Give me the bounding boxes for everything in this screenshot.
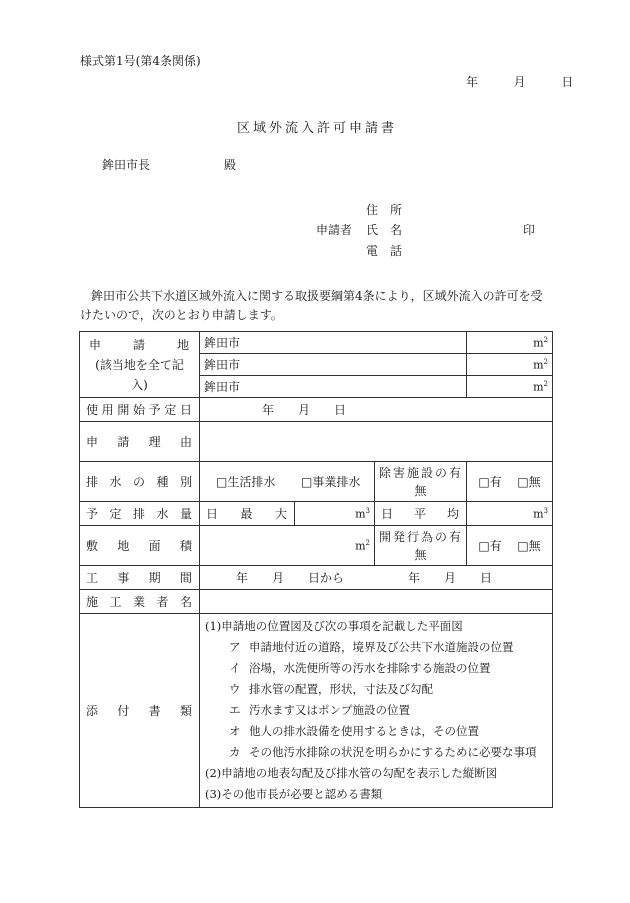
development-yes-checkbox[interactable]: □有 (478, 539, 502, 553)
attachment-sub-text: 汚水ます又はポンプ施設の位置 (249, 703, 410, 717)
development-label-2: 無 (414, 547, 427, 562)
attachment-sub-key: ウ (229, 682, 241, 696)
attachment-sub-key: エ (229, 703, 241, 717)
date-line (466, 73, 573, 90)
addressee-honorific: 殿 (224, 158, 237, 172)
attachments-label: 添付書類 (80, 614, 200, 808)
site-area-3[interactable]: $m^2$ (467, 376, 553, 398)
hazard-label-1: 除害施設の有 (379, 465, 463, 480)
hazard-options (467, 462, 553, 502)
hazard-no-checkbox[interactable]: □無 (517, 475, 541, 489)
drain-type-label: 排水の種別 (80, 462, 200, 502)
development-options (467, 526, 553, 566)
drain-type-options (200, 462, 375, 502)
hazard-label-2: 無 (414, 483, 427, 498)
planned-discharge-label: 予定排水量 (80, 502, 200, 526)
attachment-item-1: (1)申請地の位置図及び次の事項を記載した平面図 (205, 619, 463, 633)
planned-discharge-row (80, 502, 553, 526)
construction-period-value[interactable] (200, 566, 553, 590)
site-place-2[interactable]: 鉾田市 (200, 354, 467, 376)
attachment-sub-key: ア (229, 640, 241, 654)
attachment-sub-key: カ (229, 745, 241, 759)
hazard-yes-checkbox[interactable]: □有 (478, 475, 502, 489)
attachment-sub-text: 申請地付近の道路，境界及び公共下水道施設の位置 (249, 640, 514, 654)
drain-domestic-checkbox[interactable]: □生活排水 (216, 475, 276, 489)
attachment-sub (205, 658, 548, 679)
page-title: 区域外流入許可申請書 (237, 121, 398, 136)
site-area-1[interactable]: $m^2$ (467, 332, 553, 354)
attachment-item-2: (2)申請地の地表勾配及び排水管の勾配を表示した縦断図 (205, 766, 498, 780)
contractor-value[interactable] (200, 590, 553, 614)
hazard-label (375, 462, 467, 502)
site-label-cell (80, 332, 200, 398)
period-from: 年 月 日から (236, 571, 345, 585)
start-date-value[interactable]: 年 月 日 (200, 398, 553, 422)
attachment-sub (205, 637, 548, 658)
construction-period-label: 工事期間 (80, 566, 200, 590)
intro-line-1: 鉾田市公共下水道区域外流入に関する取扱要綱第4条により，区域外流入の許可を受 (91, 289, 543, 303)
construction-period-row (80, 566, 553, 590)
attachment-sub-text: その他汚水排除の状況を明らかにするために必要な事項 (249, 745, 537, 759)
attachment-sub-text: 排水管の配置，形状，寸法及び勾配 (249, 682, 433, 696)
attachment-sub (205, 742, 548, 763)
development-label-1: 開発行為の有 (379, 529, 463, 544)
daily-avg-label: 日 平 均 (375, 502, 467, 526)
start-date-row (80, 398, 553, 422)
site-place-1[interactable]: 鉾田市 (200, 332, 467, 354)
daily-max-value[interactable]: $m^3$ (295, 502, 375, 526)
reason-row (80, 422, 553, 462)
attachment-sub-text: 浴場，水洗便所等の汚水を排除する施設の位置 (249, 661, 491, 675)
site-label-note-2: 入) (131, 377, 148, 392)
addressee-name: 鉾田市長 (102, 158, 151, 172)
attachment-sub (205, 700, 548, 721)
site-place-3[interactable]: 鉾田市 (200, 376, 467, 398)
start-date-label: 使用開始予定日 (80, 398, 200, 422)
site-area-2[interactable]: $m^2$ (467, 354, 553, 376)
attachment-item-3: (3)その他市長が必要と認める書類 (205, 787, 383, 801)
contractor-row (80, 590, 553, 614)
site-area-value[interactable]: $m^2$ (200, 526, 375, 566)
site-area-row (80, 526, 553, 566)
address-label: 住 所 (366, 203, 403, 217)
attachments-row (80, 614, 553, 808)
site-label-note-1: (該当地を全て記 (95, 357, 184, 372)
attachment-sub-key: オ (229, 724, 241, 738)
site-area-label: 敷地面積 (80, 526, 200, 566)
applicant-label: 申請者 (316, 223, 353, 237)
period-to: 年 月 日 (408, 571, 493, 585)
site-label: 申 請 地 (89, 337, 190, 352)
contractor-label: 施工業者名 (80, 590, 200, 614)
attachment-sub-key: イ (229, 661, 241, 675)
name-label: 氏 名 (366, 223, 403, 237)
seal-mark: 印 (523, 223, 536, 237)
attachments-list (200, 614, 553, 808)
daily-avg-value[interactable]: $m^3$ (467, 502, 553, 526)
drain-type-row (80, 462, 553, 502)
phone-label: 電 話 (366, 244, 403, 258)
site-row (80, 332, 553, 354)
development-label (375, 526, 467, 566)
date-year-label: 年 (466, 75, 479, 89)
drain-business-checkbox[interactable]: □事業排水 (301, 475, 361, 489)
attachment-sub-text: 他人の排水設備を使用するときは，その位置 (249, 724, 479, 738)
development-no-checkbox[interactable]: □無 (517, 539, 541, 553)
form-number: 様式第1号(第4条関係) (80, 54, 201, 68)
intro-line-2: けたいので，次のとおり申請します。 (80, 308, 283, 322)
date-day-label: 日 (561, 75, 574, 89)
attachment-sub (205, 721, 548, 742)
reason-value[interactable] (200, 422, 553, 462)
daily-max-label: 日 最 大 (200, 502, 295, 526)
reason-label: 申請理由 (80, 422, 200, 462)
attachment-sub (205, 679, 548, 700)
date-month-label: 月 (513, 75, 526, 89)
application-table (79, 331, 553, 808)
